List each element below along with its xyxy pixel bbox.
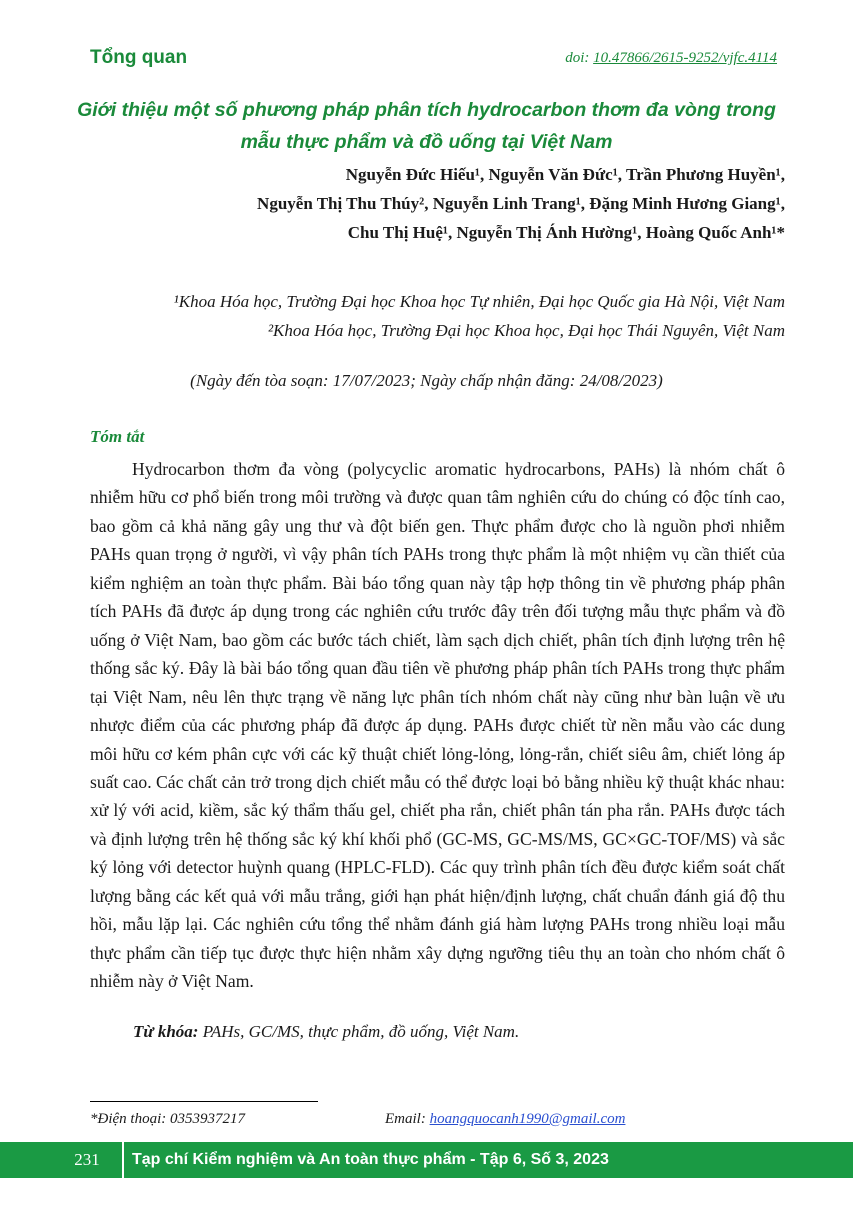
doi-link[interactable]: 10.47866/2615-9252/vjfc.4114 [593,50,777,66]
authors-line-3: Chu Thị Huệ¹, Nguyễn Thị Ánh Hường¹, Hoàng Quốc Anh¹* [347,223,785,242]
authors-line-1: Nguyễn Đức Hiếu¹, Nguyễn Văn Đức¹, Trần Phương Huyền¹, [345,165,785,184]
section-label: Tổng quan [90,47,188,68]
keywords [133,1022,519,1042]
journal-name: Tạp chí Kiểm nghiệm và An toàn thực phẩm - Tập 6, Số 3, 2023 [132,1151,609,1168]
corresponding-email [385,1111,625,1128]
doi [565,50,777,67]
footnote [90,1111,626,1128]
affiliation-2: ²Khoa Hóa học, Trường Đại học Khoa học, Đại học Thái Nguyên, Việt Nam [267,321,785,340]
keywords-label: Từ khóa: [133,1022,199,1041]
submission-dates: (Ngày đến tòa soạn: 17/07/2023; Ngày chấp nhận đăng: 24/08/2023) [190,371,663,390]
affiliation-1: ¹Khoa Hóa học, Trường Đại học Khoa học Tự nhiên, Đại học Quốc gia Hà Nội, Việt Nam [173,292,785,311]
title-line-1: Giới thiệu một số phương pháp phân tích hydrocarbon thơm đa vòng trong [77,99,776,121]
affiliations [174,287,785,345]
doi-prefix: doi: [565,50,594,66]
paper-title [60,94,793,158]
keywords-value: PAHs, GC/MS, thực phẩm, đồ uống, Việt Nam. [198,1022,520,1041]
title-line-2: mẫu thực phẩm và đồ uống tại Việt Nam [240,131,613,153]
corresponding-phone: *Điện thoại: 0353937217 [90,1111,245,1127]
page-number: 231 [52,1142,124,1178]
footnote-divider [90,1101,318,1102]
abstract-heading: Tóm tắt [90,427,145,446]
author-list [257,160,785,247]
authors-line-2: Nguyễn Thị Thu Thúy², Nguyễn Linh Trang¹, Đặng Minh Hương Giang¹, [257,194,785,213]
email-label: Email: [385,1111,430,1127]
email-link[interactable]: hoangquocanh1990@gmail.com [429,1111,626,1127]
abstract-body: Hydrocarbon thơm đa vòng (polycyclic aromatic hydrocarbons, PAHs) là nhóm chất ô nhiễm hữu cơ phổ biến trong môi trường và được quan tâm nghiên cứu do chúng có độc tính cao, bao gồm cả khả năng gây ung thư và đột biến gen. Thực phẩm được cho là nguồn phơi nhiễm PAHs quan trọng ở người, vì vậy phân tích PAHs trong thực phẩm là một nhiệm vụ cần thiết của kiểm nghiệm an toàn thực phẩm. Bài báo tổng quan này tập hợp thông tin về phương pháp phân tích PAHs đã được áp dụng trong các nghiên cứu trước đây trên đối tượng mẫu thực phẩm và đồ uống ở Việt Nam, bao gồm các bước tách chiết, làm sạch dịch chiết, phân tích định lượng trên hệ thống sắc ký. Đây là bài báo tổng quan đầu tiên về phương pháp phân tích PAHs trong thực phẩm tại Việt Nam, nêu lên thực trạng về năng lực phân tích nhóm chất này cũng như bàn luận về ưu nhược điểm của các phương pháp đã được áp dụng. PAHs được chiết từ nền mẫu vào các dung môi hữu cơ kém phân cực với các kỹ thuật chiết lỏng-lỏng, lỏng-rắn, chiết siêu âm, chiết lỏng áp suất cao. Các chất cản trở trong dịch chiết mẫu có thể được loại bỏ bằng nhiều kỹ thuật khác nhau: xử lý với acid, kiềm, sắc ký thẩm thấu gel, chiết pha rắn, chiết phân tán pha rắn. PAHs được tách và định lượng trên hệ thống sắc ký khí khối phổ (GC-MS, GC-MS/MS, GC×GC-TOF/MS) và sắc ký lỏng với detector huỳnh quang (HPLC-FLD). Các quy trình phân tích đều được kiểm soát chất lượng bằng các kết quả với mẫu trắng, giới hạn phát hiện/định lượng, chất chuẩn đánh giá độ thu hồi, mẫu lặp lại. Các nghiên cứu tổng thể nhằm đánh giá hàm lượng PAHs trong nhiều loại mẫu thực phẩm cần tiếp tục được thực hiện nhằm xây dựng ngưỡng tiêu thụ an toàn cho nhóm chất ô nhiễm này ở Việt Nam. [90,459,785,992]
